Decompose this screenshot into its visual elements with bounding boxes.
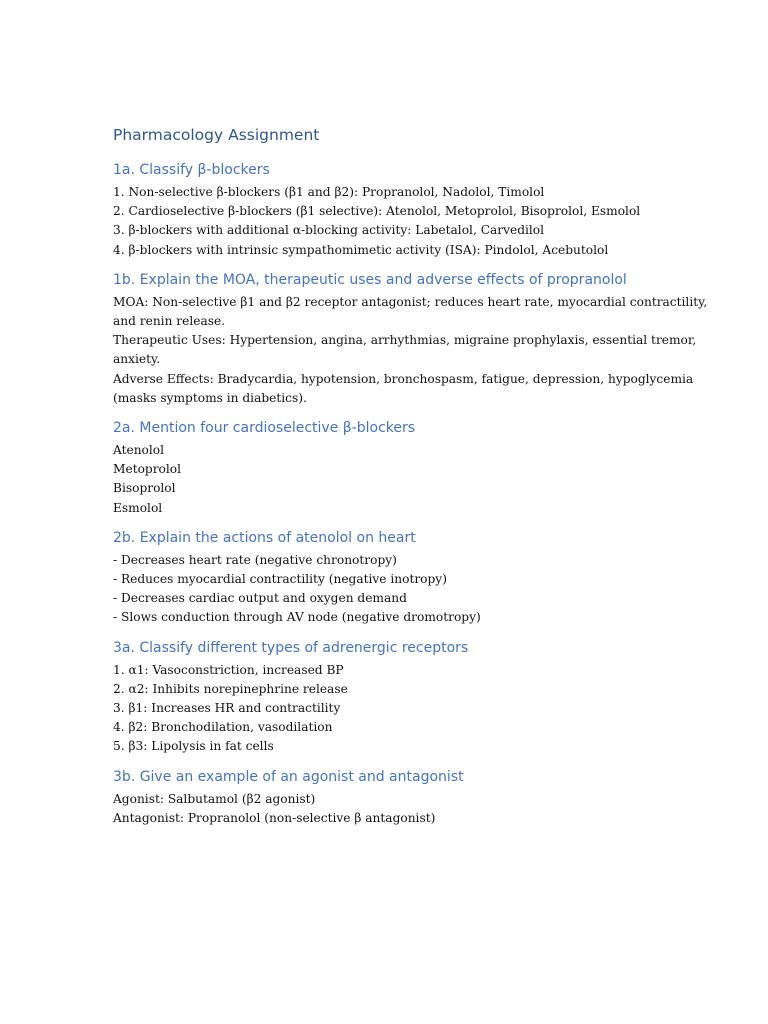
- section-2b: [113, 528, 733, 628]
- section-3b: [113, 767, 733, 828]
- section-heading: 3a. Classify different types of adrenergic receptors: [113, 639, 469, 656]
- body-line: 1. α1: Vasoconstriction, increased BP: [113, 662, 344, 677]
- body-line: Therapeutic Uses: Hypertension, angina, arrhythmias, migraine prophylaxis, essential tremor, anxiety.: [113, 333, 697, 367]
- body-line: 2. Cardioselective β-blockers (β1 selective): Atenolol, Metoprolol, Bisoprolol, Esmolol: [113, 204, 641, 219]
- body-line: MOA: Non-selective β1 and β2 receptor antagonist; reduces heart rate, myocardial contractility, and renin release.: [113, 294, 708, 329]
- body-line: Bisoprolol: [113, 481, 176, 496]
- body-line: 4. β2: Bronchodilation, vasodilation: [113, 720, 333, 735]
- body-line: - Decreases heart rate (negative chronotropy): [113, 552, 397, 567]
- section-2a: [113, 418, 733, 518]
- body-line: Agonist: Salbutamol (β2 agonist): [113, 791, 316, 806]
- section-heading: 1b. Explain the MOA, therapeutic uses and adverse effects of propranolol: [113, 271, 627, 288]
- document-body: [113, 124, 733, 838]
- body-line: Metoprolol: [113, 462, 182, 477]
- body-line: 2. α2: Inhibits norepinephrine release: [113, 681, 348, 696]
- section-1b: [113, 270, 733, 408]
- page-title: Pharmacology Assignment: [113, 126, 320, 144]
- section-heading: 3b. Give an example of an agonist and antagonist: [113, 768, 464, 785]
- body-line: Antagonist: Propranolol (non-selective β antagonist): [113, 810, 436, 825]
- section-heading: 1a. Classify β-blockers: [113, 162, 270, 178]
- body-line: 5. β3: Lipolysis in fat cells: [113, 739, 274, 754]
- section-heading: 2b. Explain the actions of atenolol on heart: [113, 529, 416, 546]
- body-line: 3. β1: Increases HR and contractility: [113, 701, 341, 716]
- body-line: 1. Non-selective β-blockers (β1 and β2): Propranolol, Nadolol, Timolol: [113, 185, 545, 199]
- body-line: Atenolol: [113, 443, 165, 458]
- body-line: Esmolol: [113, 500, 163, 515]
- section-heading: 2a. Mention four cardioselective β-blockers: [113, 420, 416, 437]
- body-line: Adverse Effects: Bradycardia, hypotension, bronchospasm, fatigue, depression, hypoglycemia (masks symptoms in diabetics).: [113, 371, 694, 405]
- body-line: 4. β-blockers with intrinsic sympathomimetic activity (ISA): Pindolol, Acebutolol: [113, 242, 609, 257]
- section-1a: [113, 160, 733, 260]
- body-line: 3. β-blockers with additional α-blocking activity: Labetalol, Carvedilol: [113, 223, 545, 238]
- section-3a: [113, 638, 733, 757]
- body-line: - Reduces myocardial contractility (negative inotropy): [113, 572, 447, 587]
- body-line: - Decreases cardiac output and oxygen demand: [113, 591, 407, 606]
- body-line: - Slows conduction through AV node (negative dromotropy): [113, 610, 481, 625]
